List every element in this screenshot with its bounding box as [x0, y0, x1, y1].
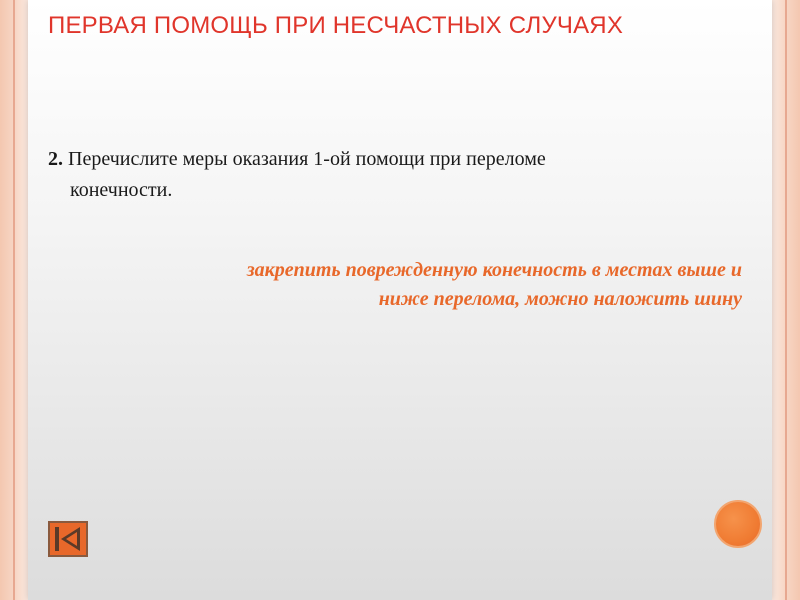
question-text-line2: конечности.: [70, 179, 173, 201]
question-block: [48, 144, 742, 206]
left-decorative-border: [0, 0, 28, 600]
decorative-orange-circle: [714, 500, 762, 548]
right-border-stripe: [785, 0, 787, 600]
slide-title: ПЕРВАЯ ПОМОЩЬ ПРИ НЕСЧАСТНЫХ СЛУЧАЯХ: [48, 12, 624, 39]
question-number: 2.: [48, 148, 63, 170]
back-to-start-button[interactable]: [48, 521, 88, 557]
content-panel: [28, 0, 772, 600]
answer-block: [68, 256, 742, 314]
right-decorative-border: [772, 0, 800, 600]
left-border-stripe: [13, 0, 15, 600]
answer-line2: ниже перелома, можно наложить шину: [378, 288, 742, 310]
return-to-start-icon: [50, 523, 86, 555]
question-text-line1: Перечислите меры оказания 1-ой помощи при переломе: [68, 148, 546, 170]
answer-line1: закрепить поврежденную конечность в местах выше и: [246, 259, 742, 281]
